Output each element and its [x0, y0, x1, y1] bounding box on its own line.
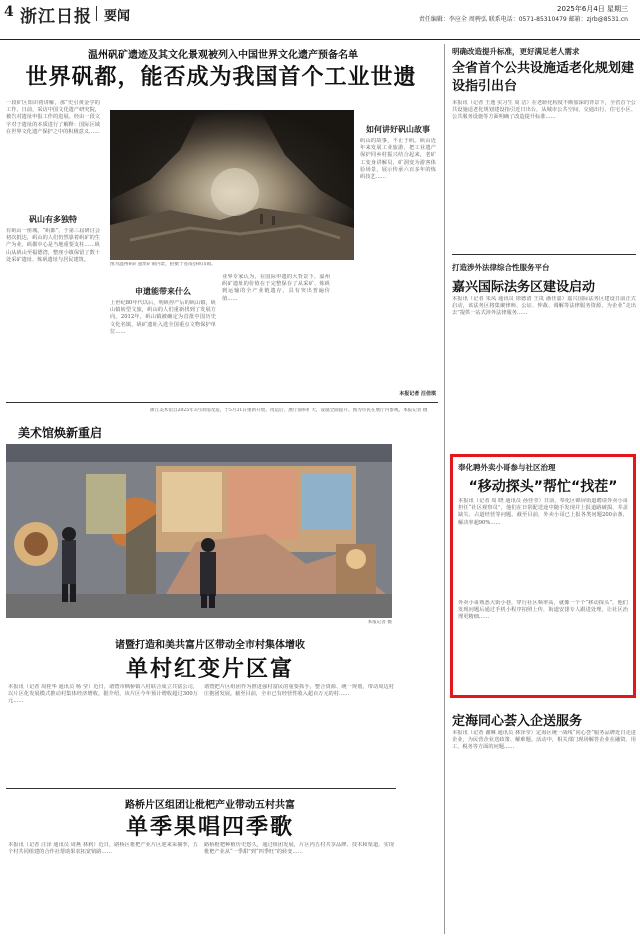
village-headline: 单村红变片区富: [125, 657, 294, 682]
art-photo-credit: 本报记者 摄: [367, 620, 392, 625]
right-kicker-3: 奉化聘外卖小哥参与社区治理: [458, 463, 556, 472]
lead-headline: 世界矾都，能否成为我国首个工业世遗: [25, 65, 417, 90]
right-column-divider: [444, 44, 445, 934]
lead-kicker: 温州矾矿遗迹及其文化景观被列入中国世界文化遗产预备名单: [88, 50, 358, 61]
issue-date: 2025年6月4日 星期三: [557, 5, 628, 13]
lead-subhead-1: 矾山有多独特: [29, 215, 77, 224]
right-kicker-1: 明确改造提升标准，更好满足老人需求: [452, 47, 580, 56]
right-headline-4: 定海同心荟入企送服务: [452, 714, 583, 729]
section-name: 要闻: [104, 9, 131, 24]
lead-subhead-2: 申遗能带来什么: [135, 287, 191, 296]
lead-text-2: 上世纪80年代以后，明矾停产后的矾山镇，矾山镇转型文旅，矾山的人们重新找到了发展方向。2012年，矾山镇被确定为首批中国历史文化名镇，矾矿遗址入选全国重点文物保护单位……: [110, 300, 216, 335]
museum-exhibit-photo: [6, 444, 392, 618]
village-text: 本报讯（记者 周桂华 通讯员 杨 莹）近日，诸暨市枫桥镇八村联合成立共富公司，以片区化发展模式推动村集体经济增收。据介绍，该片区今年预计增收超过300万元……: [8, 684, 198, 705]
right-text-3: 本报讯（记者 周 晓 通讯员 孙佳莹）日前，奉化区锦屏街道聘请外卖小哥担任“社区观察员”，他们在日常配送途中随手发现并上报道路破损、井盖缺失、占道经营等问题。截至目前，外卖小哥已上报各类问题200余条，解决率超90%……: [458, 498, 628, 526]
right-divider-1: [452, 254, 636, 255]
header-divider: [96, 6, 97, 21]
orchard-headline: 单季果唱四季歌: [125, 815, 294, 840]
right-text-1: 本报讯（记者 王逸 实习生 周 洁）在老龄化程度不断加深的背景下，全省首个公共设施适老化规划建设指引近日出台，从城市公共空间、交通出行、住宅小区、公共服务设施等方面明确了改造提升标准……: [452, 100, 636, 121]
village-divider: [6, 788, 396, 789]
lead-intro-text: 一段矿区知识初讲解，那“史引黄金学的工作，日前，采访中国文化遗产研究院，被告对遗址申报工作的进展。经由一段文字对于遗址的本质进行了解释：国际区域在世界文化遗产保护之中的积极意义……: [6, 100, 100, 135]
orchard-kicker: 路桥片区组团让枇杷产业带动五村共富: [125, 800, 295, 811]
right-kicker-2: 打造涉外法律综合性服务平台: [452, 263, 550, 272]
page-number: 4: [4, 4, 14, 20]
village-kicker: 诸暨打造和美共富片区带动全市村集体增收: [115, 640, 305, 651]
orchard-text: 本报讯（记者 汪泽 通讯员 周燕 林莉）近日，路桥区枇杷产业片区迎来采摘季，五个村共同组建的合作社帮助果农拓宽销路……: [8, 842, 198, 856]
lead-divider: [6, 402, 438, 403]
lead-photo-caption: 图为温州矾矿遗址矿洞内景，拍摄于苍南县矾山镇。: [110, 262, 216, 267]
lead-byline: 本报记者 汪佳琪: [399, 391, 436, 397]
editor-credits: 责任编辑：李应全 周骋弘 联系电话：0571-85310479 邮箱：zjrb@8531.cn: [418, 16, 628, 23]
right-text-2: 本报讯（记者 朱凤 通讯员 徐德清 王岚 潘佳嘉）嘉兴国际法务区建设日前正式启动，该法务区将集聚律师、公证、仲裁、调解等法律服务资源，为企业“走出去”提供一站式涉外法律服务……: [452, 296, 636, 317]
orchard-text-b: 路桥枇杷种植历史悠久，通过组团发展，片区内五村共享品牌、技术和渠道，实现枇杷产业从“一季甜”到“四季旺”的转变……: [204, 842, 394, 856]
mine-cave-photo: [110, 110, 354, 260]
right-headline-3: “移动探头”帮忙“找茬”: [468, 479, 618, 495]
right-text-3b: 外卖小哥熟悉大街小巷，穿行社区频率高，就像一个个“移动探头”，他们发现问题后通过手机小程序拍照上传，街道安排专人跟进处理，让社区治理更精细……: [458, 600, 628, 621]
right-headline-1: 全省首个公共设施适老化规划建设指引出台: [452, 61, 635, 94]
lead-subhead-3: 如何讲好矾山故事: [366, 125, 430, 134]
right-headline-2: 嘉兴国际法务区建设启动: [452, 280, 596, 295]
right-text-4: 本报讯（记者 谢琳 通讯员 林泽莹）定海区统一战线“同心荟”服务品牌近日走进企业，为民营企业送政策、解难题。活动中，相关部门现场解答企业在融资、用工、税务等方面的问题……: [452, 730, 636, 751]
village-text-b: 诸暨把片区组团作为推进强村富民的重要抓手，整合资源、统一规划，带动周边村庄抱团发展。截至目前，全市已有经营性收入超百万元的村……: [204, 684, 394, 698]
newspaper-logo: 浙江日报: [20, 7, 92, 27]
lead-text-4: 业界专家认为，在国际申遗的大背景下，温州矾矿遗址的价值在于完整保存了从采矿、炼矾到运输的全产业链遗存，具有突出普遍价值……: [222, 274, 330, 302]
lead-text-1: 有矾山一座城，“矾都”，于第三届研讨会初次抵达，矾山的人们仍然靠着矾矿的生产为业，矾都中心是当地重要支柱……矾山从矾山至福德湾，整座小镇保留了数十处采矿遗址、炼矾遗址与居民建筑。: [6, 228, 100, 263]
art-caption: 浙江美术馆自2025年3月闭馆改造，于5月31日重新开放。改造后，展厅面积扩大，设施全面提升。图为市民在展厅内参观。本报记者 摄: [150, 408, 428, 413]
masthead-bar: [0, 0, 640, 40]
lead-text-3: 矾山的故事，不止于矾。矾山近年来发展工业旅游，把工业遗产保护同乡村振兴结合起来，老矿工变身讲解员，矿洞变为游客体验场景，展示传承六百多年的炼矾技艺……: [360, 138, 436, 181]
art-kicker: 美术馆焕新重启: [18, 426, 103, 440]
